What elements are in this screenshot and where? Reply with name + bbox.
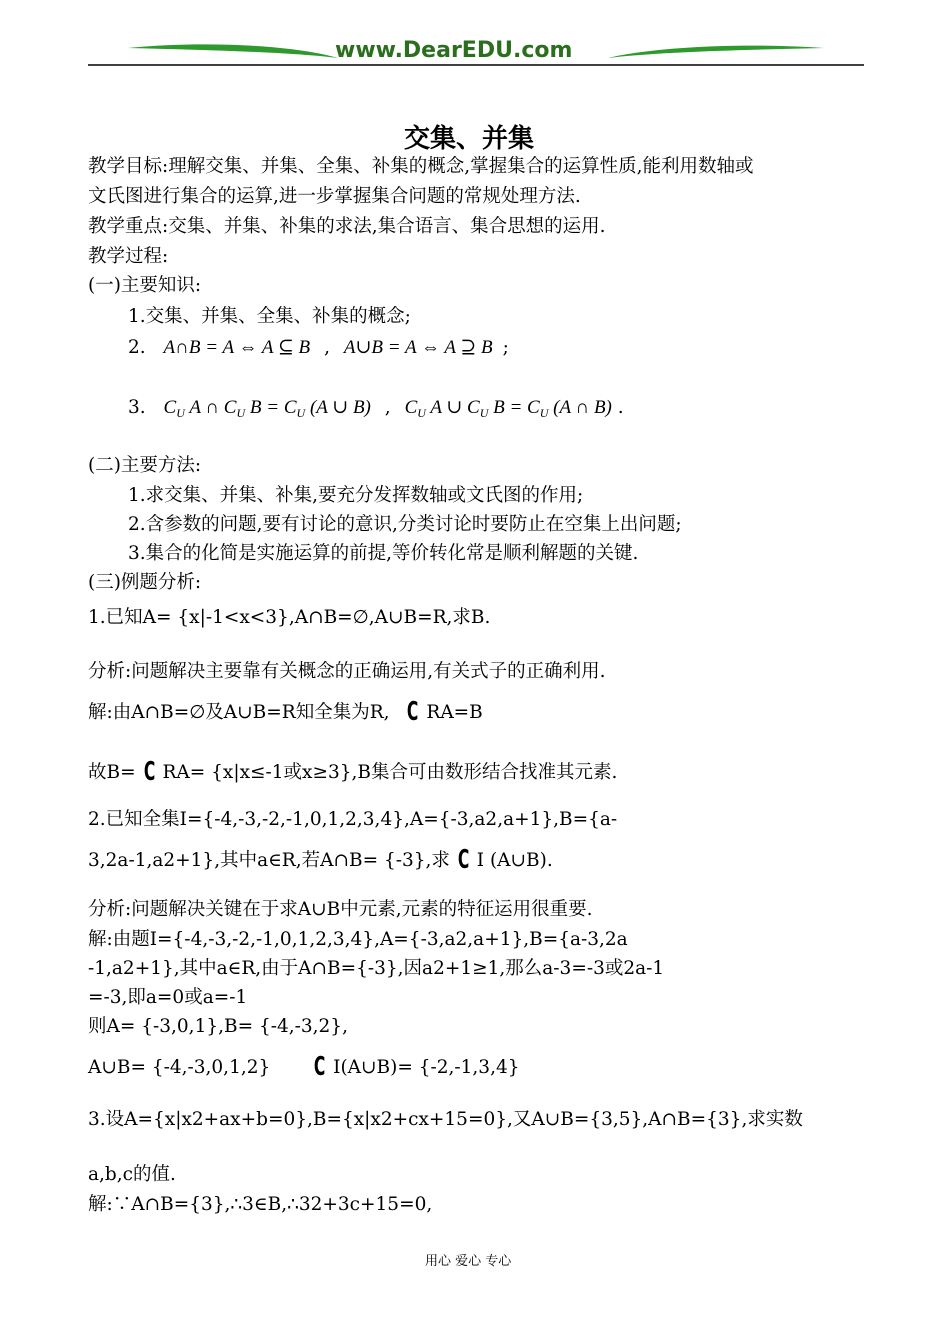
example2-solution-line-1: 解:由题I={-4,-3,-2,-1,0,1,2,3,4},A={-3,a2,a+1},B={a-3,2a bbox=[88, 929, 628, 950]
complement-icon: C bbox=[313, 1052, 326, 1082]
example2-union-result: A∪B= {-4,-3,0,1,2} bbox=[88, 1057, 271, 1078]
example1-conclusion-start: 故B= bbox=[88, 762, 136, 783]
item3-number: 3. bbox=[128, 397, 146, 418]
example2-problem-end: I (A∪B). bbox=[476, 850, 553, 871]
section1-item-2 bbox=[128, 336, 509, 360]
item2-separator: , bbox=[324, 337, 330, 358]
example2-solution-line-5 bbox=[88, 1052, 520, 1082]
left-swoosh bbox=[128, 44, 338, 58]
formula-demorgan-1: $C_U$ A ∩ $C_U$ $B = C_U$ (A ∪ B) bbox=[163, 397, 371, 420]
example3-problem-line-1: 3.设A={x|x2+ax+b=0},B={x|x2+cx+15=0},又A∪B={3,5},A∩B={3},求实数 bbox=[88, 1109, 803, 1130]
focus-line: 教学重点:交集、并集、补集的求法,集合语言、集合思想的运用. bbox=[88, 216, 606, 237]
example1-solution-end: RA=B bbox=[426, 702, 483, 723]
formula-demorgan-2: $C_U$ A ∪ $C_U$ $B = C_U$ (A ∩ B) bbox=[404, 397, 612, 420]
example1-solution-text: 解:由A∩B=∅及A∪B=R知全集为R, bbox=[88, 702, 390, 723]
example2-problem-text: 3,2a-1,a2+1},其中a∈R,若A∩B= {-3},求 bbox=[88, 850, 450, 871]
process-line: 教学过程: bbox=[88, 246, 169, 267]
example1-solution bbox=[88, 697, 483, 727]
item3-end: . bbox=[617, 397, 624, 418]
section1-heading: (一)主要知识: bbox=[88, 275, 202, 296]
formula-union: A∪B = A ⇔ A ⊇ B bbox=[343, 337, 493, 358]
complement-icon: C bbox=[407, 697, 419, 727]
item3-separator: , bbox=[384, 397, 391, 418]
section1-item-3 bbox=[128, 396, 624, 425]
example3-solution-line-1: 解:∵A∩B={3},∴3∈B,∴32+3c+15=0, bbox=[88, 1194, 433, 1215]
site-logo[interactable]: www.DearEDU.com bbox=[335, 38, 573, 63]
item2-end: ; bbox=[502, 337, 509, 358]
example2-solution-line-3: =-3,即a=0或a=-1 bbox=[88, 987, 248, 1008]
formula-intersection: A∩B = A ⇔ A ⊆ B bbox=[163, 337, 311, 358]
example1-conclusion-end: RA= {x|x≤-1或x≥3},B集合可由数形结合找准其元素. bbox=[162, 762, 618, 783]
example2-complement-result: I(A∪B)= {-2,-1,3,4} bbox=[333, 1057, 520, 1078]
section2-heading: (二)主要方法: bbox=[88, 455, 202, 476]
complement-icon: C bbox=[457, 845, 470, 875]
page-footer: 用心 爱心 专心 bbox=[425, 1254, 512, 1269]
example2-problem-line-2 bbox=[88, 845, 553, 875]
page-title: 交集、并集 bbox=[404, 124, 535, 154]
example3-problem-line-2: a,b,c的值. bbox=[88, 1164, 176, 1185]
section3-heading: (三)例题分析: bbox=[88, 572, 202, 593]
example2-problem-line-1: 2.已知全集I={-4,-3,-2,-1,0,1,2,3,4},A={-3,a2,a+1},B={a- bbox=[88, 809, 618, 830]
section1-item-1: 1.交集、并集、全集、补集的概念; bbox=[128, 306, 411, 327]
right-swoosh bbox=[608, 46, 824, 58]
example1-problem: 1.已知A= {x|-1<x<3},A∩B=∅,A∪B=R,求B. bbox=[88, 607, 491, 628]
goal-line-1: 教学目标:理解交集、并集、全集、补集的概念,掌握集合的运算性质,能利用数轴或 bbox=[88, 156, 754, 177]
example1-analysis: 分析:问题解决主要靠有关概念的正确运用,有关式子的正确利用. bbox=[88, 661, 606, 682]
section2-item-3: 3.集合的化简是实施运算的前提,等价转化常是顺利解题的关键. bbox=[128, 543, 639, 564]
example2-solution-line-4: 则A= {-3,0,1},B= {-4,-3,2}, bbox=[88, 1016, 348, 1037]
complement-icon: C bbox=[143, 757, 155, 787]
section2-item-1: 1.求交集、并集、补集,要充分发挥数轴或文氏图的作用; bbox=[128, 485, 584, 506]
goal-line-2: 文氏图进行集合的运算,进一步掌握集合问题的常规处理方法. bbox=[88, 186, 581, 207]
example1-conclusion bbox=[88, 757, 618, 787]
section2-item-2: 2.含参数的问题,要有讨论的意识,分类讨论时要防止在空集上出问题; bbox=[128, 514, 682, 535]
example2-analysis: 分析:问题解决关键在于求A∪B中元素,元素的特征运用很重要. bbox=[88, 899, 593, 920]
example2-solution-line-2: -1,a2+1},其中a∈R,由于A∩B={-3},因a2+1≥1,那么a-3=-3或2a-1 bbox=[88, 958, 665, 979]
item2-number: 2. bbox=[128, 337, 146, 358]
